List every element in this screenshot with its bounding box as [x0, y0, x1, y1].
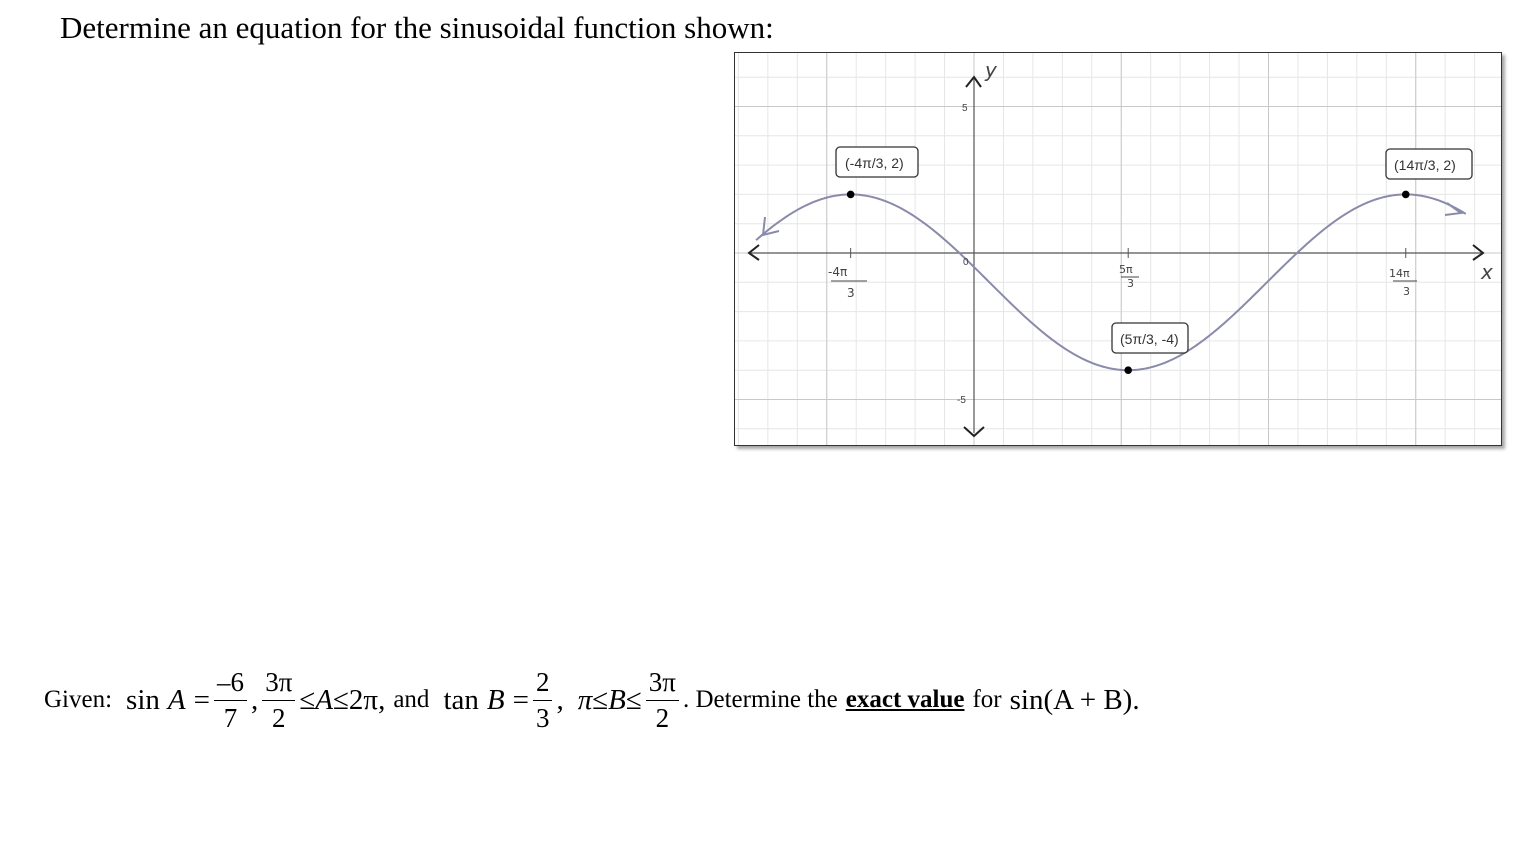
point-label-2: [1112, 323, 1188, 353]
y-axis-label: y: [985, 58, 997, 82]
point-marker-1: [847, 191, 855, 199]
grid-lines: [735, 53, 1502, 446]
svg-text:3: 3: [847, 286, 855, 300]
equals-1: =: [193, 683, 210, 716]
for-word: for: [972, 686, 1002, 713]
graph-canvas: [735, 53, 1502, 446]
svg-text:-4π: -4π: [828, 265, 848, 279]
leq-3: ≤: [592, 683, 609, 716]
var-B: B: [486, 683, 505, 716]
svg-text:3: 3: [1127, 277, 1134, 290]
two-pi: 2π: [348, 683, 379, 716]
leq-4: ≤: [625, 683, 642, 716]
origin-label: 0: [963, 257, 969, 268]
handwritten-tick-2: [1119, 263, 1139, 290]
sin-sum-expression: sin(A + B): [1009, 683, 1133, 716]
point-label-3: [1386, 149, 1472, 179]
exact-value-emphasis: exact value: [845, 686, 965, 713]
point-marker-2: [1124, 366, 1132, 374]
comma-3: ,: [556, 683, 564, 716]
tan-func: tan: [443, 683, 479, 716]
sin-func: sin: [126, 683, 160, 716]
determine-text: . Determine the: [682, 686, 838, 713]
B-upper-fraction: $\frac{3\pi}{2}$: [646, 669, 679, 732]
var-A: A: [167, 683, 186, 716]
var-B-range: B: [608, 683, 626, 716]
A-lower-fraction: $\frac{3\pi}{2}$: [262, 669, 295, 732]
sinA-fraction: $\frac{-6}{7}$: [214, 669, 247, 732]
svg-text:3: 3: [1403, 285, 1410, 298]
equals-2: =: [512, 683, 529, 716]
leq-2: ≤: [333, 683, 349, 716]
svg-text:(5π/3, -4): (5π/3, -4): [1120, 331, 1179, 347]
svg-text:(-4π/3, 2): (-4π/3, 2): [845, 155, 904, 171]
axes: [751, 79, 1481, 433]
svg-text:5π: 5π: [1119, 263, 1133, 276]
y-tick-neg5: -5: [957, 395, 966, 406]
problem-title: Determine an equation for the sinusoidal function shown:: [60, 10, 774, 45]
comma-1: ,: [250, 683, 259, 716]
and-word: and: [393, 686, 430, 713]
given-prefix: Given:: [44, 686, 113, 713]
x-axis-label: x: [1481, 260, 1493, 284]
tanB-fraction: $\frac{2}{3}$: [533, 669, 553, 732]
leq-1: ≤: [299, 683, 316, 716]
svg-text:(14π/3, 2): (14π/3, 2): [1394, 157, 1456, 173]
var-A-range: A: [315, 683, 333, 716]
y-tick-5: 5: [962, 103, 968, 114]
given-statement: [44, 660, 1140, 740]
comma-2: ,: [378, 683, 386, 716]
final-period: .: [1132, 683, 1140, 716]
pi-lower: π: [577, 683, 593, 716]
svg-text:14π: 14π: [1389, 267, 1410, 280]
point-label-1: [836, 147, 918, 177]
point-marker-3: [1402, 191, 1410, 199]
sinusoid-graph: [734, 52, 1502, 446]
